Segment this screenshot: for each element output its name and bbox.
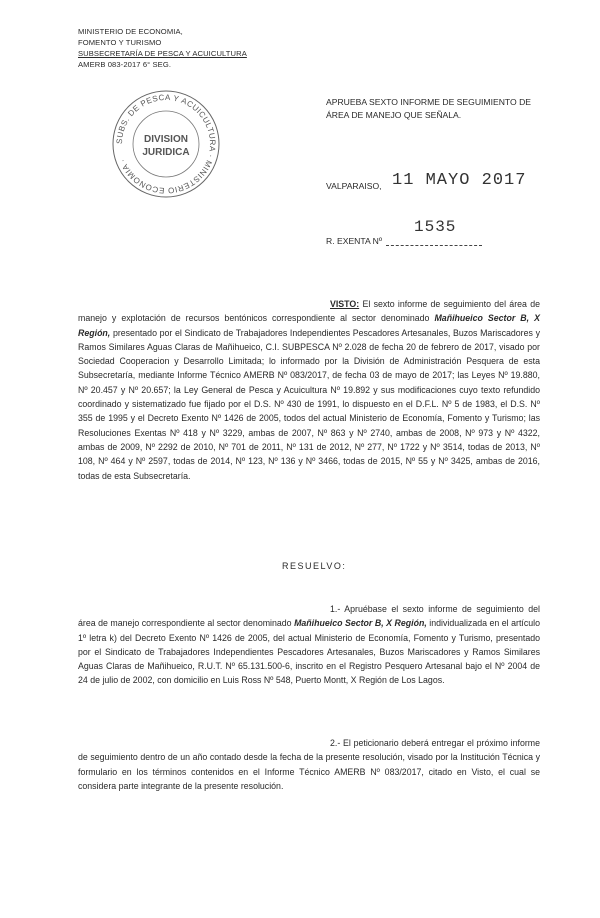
- resolution-label-row: [326, 236, 482, 246]
- visto-text-a: El sexto informe de seguimiento del área de manejo y explotación de recursos bentónicos correspondiente al sector denominado: [78, 299, 540, 324]
- resolution-label: R. EXENTA Nº: [326, 236, 382, 246]
- visto-label: VISTO:: [330, 299, 360, 309]
- stamp-ring-text: SUBS. DE PESCA Y ACUICULTURA · MINISTERIO ECONOMIA ·: [114, 92, 218, 196]
- visto-sector: Mañihueico Sector B, X Región,: [78, 313, 540, 338]
- resolution-item-1: [78, 602, 540, 688]
- ministry-subname: FOMENTO Y TURISMO: [78, 38, 162, 47]
- stamp-center-line1: DIVISION: [144, 134, 188, 145]
- resolution-item-2: 2.- El peticionario deberá entregar el próximo informe de seguimiento dentro de un año contado desde la fecha de la presente resolución, visado por la Institución Técnica y formulario en los términos contenidos en el Informe Técnico AMERB Nº 083/2017, citado en Visto, el cual se considera parte integrante de la presente resolución.: [78, 738, 540, 791]
- subsecretariat-name: SUBSECRETARÍA DE PESCA Y ACUICULTURA: [78, 49, 247, 58]
- resolution-number: 1535: [414, 218, 457, 236]
- item1-text-b: individualizada en el artículo 1º letra k) del Decreto Exento Nº 1426 de 2005, del actual Ministerio de Economía, Fomento y Turismo, presentado por el Sindicato de Trabajadores Independientes Pescadores Artesanales, Buzos Mariscadores y Ramos Similares Aguas Claras de Mañihueico, R.U.T. Nº 65.131.500-6, inscrito en el Registro Pesquero Artesanal bajo el Nº 2004 de 24 de julio de 2002, con domicilio en Luis Ross Nº 548, Puerto Montt, X Región de Los Lagos.: [78, 618, 540, 686]
- visto-paragraph: [78, 297, 540, 483]
- ministry-name: MINISTERIO DE ECONOMIA,: [78, 27, 183, 36]
- stamp-center-line2: JURIDICA: [142, 147, 190, 158]
- date-label: VALPARAISO,: [326, 181, 382, 191]
- date-value: 11 MAYO 2017: [392, 171, 527, 190]
- resuelvo-heading: RESUELVO:: [282, 561, 347, 571]
- visto-text-b: presentado por el Sindicato de Trabajadores Independientes Pescadores Artesanales, Buzos Mariscadores y Ramos Similares Aguas Claras de Mañihueico, C.I. SUBPESCA Nº 2.028 de fecha 20 de febrero de 2017, visado por Sociedad Cooperacion y Desarrollo Limitada; lo informado por la División de Administración Pesquera de esta Subsecretaría, mediante Informe Técnico AMERB Nº 083/2017, de fecha 03 de mayo de 2017; las Leyes Nº 19.880, Nº 20.457 y Nº 20.657; la Ley General de Pesca y Acuicultura Nº 19.892 y sus modificaciones cuyo texto refundido coordinado y sistematizado fue fijado por el D.S. Nº 430 de 1991, lo dispuesto en el D.F.L. Nº 5 de 1983, el D.S. Nº 355 de 1995 y el Decreto Exento Nº 1426 de 2005, todos del actual Ministerio de Economía, Fomento y Turismo; las Resoluciones Exentas Nº 418 y Nº 3229, ambas de 2007, Nº 863 y Nº 2740, ambas de 2008, Nº 973 y Nº 4322, ambas de 2009, Nº 2292 de 2010, Nº 701 de 2011, Nº 131 de 2012, Nº 277, Nº 1722 y Nº 3514, todas de 2013, Nº 108, Nº 464 y Nº 2597, todas de 2014, Nº 123, Nº 136 y Nº 3466, todas de 2015, Nº 55 y Nº 3425, ambas de 2016, todas de esta Subsecretaría.: [78, 327, 540, 481]
- resolution-subject: APRUEBA SEXTO INFORME DE SEGUIMIENTO DE ÁREA DE MANEJO QUE SEÑALA.: [326, 97, 532, 120]
- item1-sector: Mañihueico Sector B, X Región,: [294, 618, 427, 629]
- number-underline: [386, 245, 482, 246]
- item1-text-a: 1.- Apruébase el sexto informe de seguimiento del área de manejo correspondiente al sector denominado: [78, 604, 540, 629]
- ministry-header: [78, 26, 247, 70]
- document-code: AMERB 083-2017 6° SEG.: [78, 60, 172, 69]
- division-juridica-stamp: [110, 88, 222, 200]
